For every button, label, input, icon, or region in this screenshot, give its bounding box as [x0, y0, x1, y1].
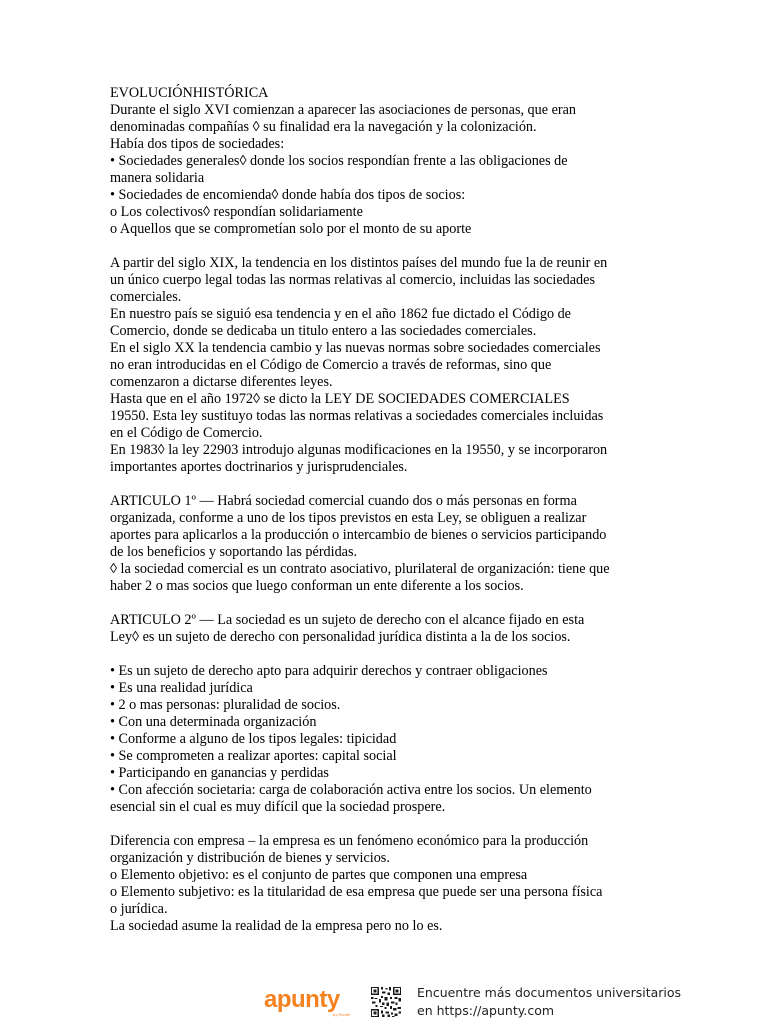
text-line: A partir del siglo XIX, la tendencia en los distintos países del mundo fue la de reunir en [110, 255, 608, 271]
text-line: ◊ la sociedad comercial es un contrato asociativo, plurilateral de organización: tiene que [110, 561, 610, 577]
text-line: • Participando en ganancias y perdidas [110, 765, 329, 781]
blank-line [110, 476, 658, 493]
text-line: Ley◊ es un sujeto de derecho con personalidad jurídica distinta a la de los socios. [110, 629, 571, 645]
footer-promo-text [417, 984, 681, 1020]
apunty-logo[interactable]: apunty [264, 986, 340, 1013]
text-line: • Con una determinada organización [110, 714, 317, 730]
footer-line-1: Encuentre más documentos universitarios [417, 985, 682, 1000]
text-line: Había dos tipos de sociedades: [110, 136, 285, 152]
text-line: o Elemento subjetivo: es la titularidad de esa empresa que puede ser una persona física [110, 884, 603, 900]
footer [264, 984, 704, 1020]
text-line: • 2 o mas personas: pluralidad de socios. [110, 697, 341, 713]
text-line: • Es un sujeto de derecho apto para adquirir derechos y contraer obligaciones [110, 663, 548, 679]
text-line: La sociedad asume la realidad de la empresa pero no lo es. [110, 918, 443, 934]
text-line: • Conforme a alguno de los tipos legales: tipicidad [110, 731, 397, 747]
text-line: 19550. Esta ley sustituyo todas las normas relativas a sociedades comerciales incluidas [110, 408, 604, 424]
text-line: denominadas compañías ◊ su finalidad era la navegación y la colonización. [110, 119, 537, 135]
logo-subtext: by Rumbl [333, 1012, 350, 1017]
text-line: o Aquellos que se comprometían solo por el monto de su aporte [110, 221, 472, 237]
qr-code-icon [370, 986, 402, 1018]
text-line: en el Código de Comercio. [110, 425, 263, 441]
text-line: aportes para aplicarlos a la producción o intercambio de bienes o servicios participando [110, 527, 607, 543]
text-line: comerciales. [110, 289, 182, 305]
text-line: Durante el siglo XVI comienzan a aparecer las asociaciones de personas, que eran [110, 102, 577, 118]
text-line: un único cuerpo legal todas las normas relativas al comercio, incluidas las sociedades [110, 272, 595, 288]
blank-line [110, 595, 658, 612]
text-line: • Sociedades generales◊ donde los socios respondían frente a las obligaciones de [110, 153, 568, 169]
text-line: Hasta que en el año 1972◊ se dicto la LEY DE SOCIEDADES COMERCIALES [110, 391, 570, 407]
text-line: • Es una realidad jurídica [110, 680, 253, 696]
text-line: organización y distribución de bienes y servicios. [110, 850, 390, 866]
text-line: ARTICULO 1º — Habrá sociedad comercial cuando dos o más personas en forma [110, 493, 577, 509]
text-line: o jurídica. [110, 901, 168, 917]
text-line: esencial sin el cual es muy difícil que la sociedad prospere. [110, 799, 446, 815]
text-line: EVOLUCIÓNHISTÓRICA [110, 85, 269, 101]
text-line: no eran introducidas en el Código de Comercio a través de reformas, sino que [110, 357, 552, 373]
document-body [110, 85, 658, 935]
text-line: haber 2 o mas socios que luego conforman un ente diferente a los socios. [110, 578, 524, 594]
text-line: manera solidaria [110, 170, 205, 186]
text-line: • Con afección societaria: carga de colaboración activa entre los socios. Un elemento [110, 782, 592, 798]
text-line: Diferencia con empresa – la empresa es un fenómeno económico para la producción [110, 833, 589, 849]
text-line: En 1983◊ la ley 22903 introdujo algunas modificaciones en la 19550, y se incorporaron [110, 442, 608, 458]
text-line: • Sociedades de encomienda◊ donde había dos tipos de socios: [110, 187, 466, 203]
text-line: o Los colectivos◊ respondían solidariamente [110, 204, 363, 220]
text-line: o Elemento objetivo: es el conjunto de partes que componen una empresa [110, 867, 528, 883]
text-line: de los beneficios y soportando las pérdidas. [110, 544, 358, 560]
text-line: organizada, conforme a uno de los tipos previstos en esta Ley, se obliguen a realizar [110, 510, 587, 526]
blank-line [110, 238, 658, 255]
text-line: comenzaron a dictarse diferentes leyes. [110, 374, 333, 390]
blank-line [110, 646, 658, 663]
footer-line-2[interactable]: en https://apunty.com [417, 1003, 555, 1018]
text-line: En nuestro país se siguió esa tendencia y en el año 1862 fue dictado el Código de [110, 306, 571, 322]
text-line: ARTICULO 2º — La sociedad es un sujeto de derecho con el alcance fijado en esta [110, 612, 585, 628]
text-line: Comercio, donde se dedicaba un titulo entero a las sociedades comerciales. [110, 323, 537, 339]
text-line: En el siglo XX la tendencia cambio y las nuevas normas sobre sociedades comerciales [110, 340, 601, 356]
blank-line [110, 816, 658, 833]
text-line: • Se comprometen a realizar aportes: capital social [110, 748, 397, 764]
text-line: importantes aportes doctrinarios y jurisprudenciales. [110, 459, 408, 475]
